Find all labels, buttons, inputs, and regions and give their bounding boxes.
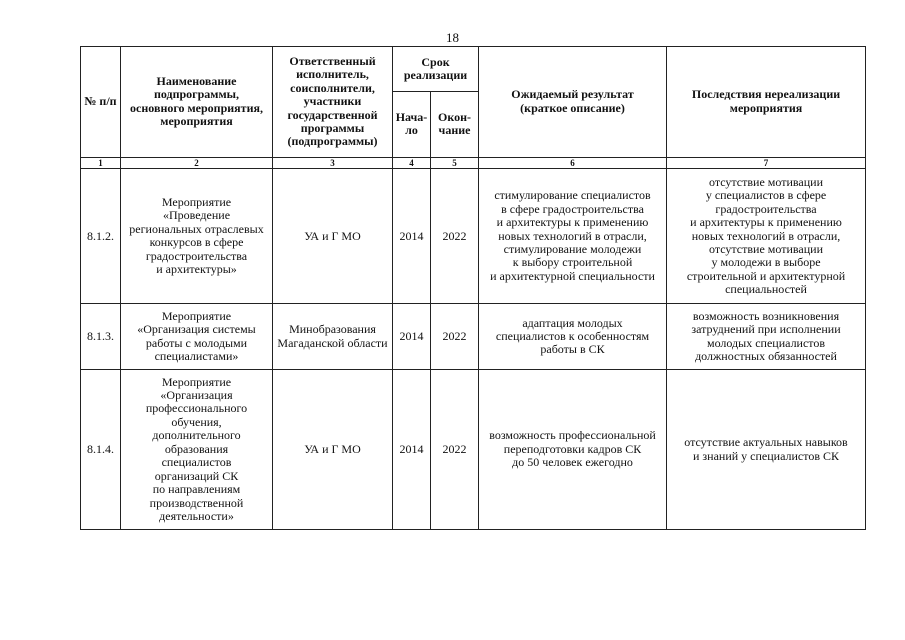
column-number: 7 <box>667 157 866 168</box>
row-name: Мероприятие «Организация системы работы с молодыми специалистами» <box>121 304 273 370</box>
row-start: 2014 <box>393 304 431 370</box>
column-number: 4 <box>393 157 431 168</box>
row-result: адаптация молодых специалистов к особенностям работы в СК <box>479 304 667 370</box>
table-row <box>81 304 866 370</box>
row-responsible: УА и Г МО <box>273 370 393 530</box>
table-row <box>81 370 866 530</box>
row-consequences: отсутствие мотивации у специалистов в сфере градостроительства и архитектуры к применению новых технологий в отрасли, отсутствие мотивации у молодежи в выборе строительной и архитектурной специальностей <box>667 169 866 304</box>
column-number: 6 <box>479 157 667 168</box>
row-num: 8.1.4. <box>81 370 121 530</box>
row-num: 8.1.3. <box>81 304 121 370</box>
row-result: стимулирование специалистов в сфере градостроительства и архитектуры к применению новых технологий в отрасли, стимулирование молодежи к выбору строительной и архитектурной специальности <box>479 169 667 304</box>
header-responsible: Ответственный исполнитель, соисполнители, участники государственной программы (подпрограммы) <box>273 47 393 158</box>
column-number: 5 <box>431 157 479 168</box>
row-consequences: возможность возникновения затруднений при исполнении молодых специалистов должностных обязанностей <box>667 304 866 370</box>
header-num: № п/п <box>81 47 121 158</box>
header-term: Срок реализации <box>393 47 479 92</box>
row-responsible: УА и Г МО <box>273 169 393 304</box>
row-end: 2022 <box>431 304 479 370</box>
row-end: 2022 <box>431 370 479 530</box>
header-start: Нача- ло <box>393 92 431 158</box>
row-name: Мероприятие «Проведение региональных отраслевых конкурсов в сфере градостроительства и архитектуры» <box>121 169 273 304</box>
row-responsible: Минобразования Магаданской области <box>273 304 393 370</box>
row-result: возможность профессиональной переподготовки кадров СК до 50 человек ежегодно <box>479 370 667 530</box>
row-name: Мероприятие «Организация профессионального обучения, дополнительного образования специалистов организаций СК по направлениям производственной деятельности» <box>121 370 273 530</box>
column-number: 2 <box>121 157 273 168</box>
row-end: 2022 <box>431 169 479 304</box>
row-start: 2014 <box>393 169 431 304</box>
header-name: Наименование подпрограммы, основного мероприятия, мероприятия <box>121 47 273 158</box>
program-table <box>80 46 866 530</box>
page-number: 18 <box>446 30 459 45</box>
header-consequences: Последствия нереализации мероприятия <box>667 47 866 158</box>
table-row <box>81 169 866 304</box>
column-number: 3 <box>273 157 393 168</box>
row-start: 2014 <box>393 370 431 530</box>
header-result: Ожидаемый результат (краткое описание) <box>479 47 667 158</box>
header-end: Окон- чание <box>431 92 479 158</box>
row-consequences: отсутствие актуальных навыков и знаний у специалистов СК <box>667 370 866 530</box>
row-num: 8.1.2. <box>81 169 121 304</box>
column-number: 1 <box>81 157 121 168</box>
